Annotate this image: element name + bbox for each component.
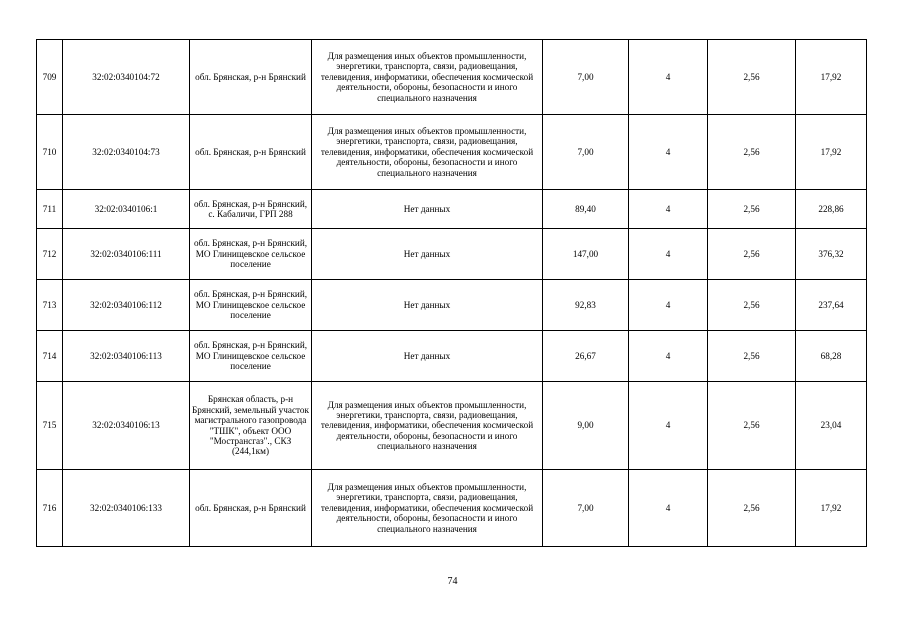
value-col6-cell: 4	[629, 190, 708, 229]
value-col6-cell: 4	[629, 331, 708, 382]
area-cell: 92,83	[543, 280, 629, 331]
value-col7-cell: 2,56	[708, 40, 796, 115]
table-row	[37, 470, 867, 547]
row-number-cell: 715	[37, 382, 63, 470]
row-number-cell: 713	[37, 280, 63, 331]
value-col6-cell: 4	[629, 115, 708, 190]
value-col6-cell: 4	[629, 280, 708, 331]
permitted-use-cell: Нет данных	[312, 331, 543, 382]
permitted-use-cell: Нет данных	[312, 190, 543, 229]
table-row	[37, 331, 867, 382]
address-cell: обл. Брянская, р-н Брянский, МО Глинищевское сельское поселение	[190, 280, 312, 331]
value-col7-cell: 2,56	[708, 190, 796, 229]
table-row	[37, 382, 867, 470]
cadastral-number-cell: 32:02:0340106:113	[63, 331, 190, 382]
value-col7-cell: 2,56	[708, 115, 796, 190]
value-col6-cell: 4	[629, 40, 708, 115]
land-plots-table	[36, 39, 867, 547]
table-row	[37, 190, 867, 229]
row-number-cell: 716	[37, 470, 63, 547]
table-row	[37, 40, 867, 115]
total-cell: 228,86	[796, 190, 867, 229]
area-cell: 89,40	[543, 190, 629, 229]
cadastral-number-cell: 32:02:0340106:13	[63, 382, 190, 470]
value-col7-cell: 2,56	[708, 331, 796, 382]
value-col7-cell: 2,56	[708, 382, 796, 470]
address-cell: обл. Брянская, р-н Брянский, МО Глинищевское сельское поселение	[190, 331, 312, 382]
row-number-cell: 709	[37, 40, 63, 115]
cadastral-number-cell: 32:02:0340104:72	[63, 40, 190, 115]
value-col6-cell: 4	[629, 382, 708, 470]
value-col7-cell: 2,56	[708, 280, 796, 331]
area-cell: 147,00	[543, 229, 629, 280]
cadastral-number-cell: 32:02:0340104:73	[63, 115, 190, 190]
area-cell: 26,67	[543, 331, 629, 382]
cadastral-number-cell: 32:02:0340106:133	[63, 470, 190, 547]
total-cell: 17,92	[796, 40, 867, 115]
cadastral-number-cell: 32:02:0340106:112	[63, 280, 190, 331]
permitted-use-cell: Для размещения иных объектов промышленности, энергетики, транспорта, связи, радиовещания, телевидения, информатики, обеспечения космической деятельности, обороны, безопасности и иного специального назначения	[312, 115, 543, 190]
area-cell: 7,00	[543, 40, 629, 115]
permitted-use-cell: Нет данных	[312, 280, 543, 331]
table-body	[37, 40, 867, 547]
area-cell: 7,00	[543, 470, 629, 547]
total-cell: 17,92	[796, 115, 867, 190]
area-cell: 7,00	[543, 115, 629, 190]
row-number-cell: 712	[37, 229, 63, 280]
value-col7-cell: 2,56	[708, 470, 796, 547]
total-cell: 23,04	[796, 382, 867, 470]
address-cell: обл. Брянская, р-н Брянский	[190, 470, 312, 547]
permitted-use-cell: Для размещения иных объектов промышленности, энергетики, транспорта, связи, радиовещания, телевидения, информатики, обеспечения космической деятельности, обороны, безопасности и иного специального назначения	[312, 470, 543, 547]
permitted-use-cell: Нет данных	[312, 229, 543, 280]
address-cell: обл. Брянская, р-н Брянский, МО Глинищевское сельское поселение	[190, 229, 312, 280]
permitted-use-cell: Для размещения иных объектов промышленности, энергетики, транспорта, связи, радиовещания, телевидения, информатики, обеспечения космической деятельности, обороны, безопасности и иного специального назначения	[312, 382, 543, 470]
cadastral-number-cell: 32:02:0340106:1	[63, 190, 190, 229]
row-number-cell: 711	[37, 190, 63, 229]
row-number-cell: 710	[37, 115, 63, 190]
value-col6-cell: 4	[629, 229, 708, 280]
address-cell: Брянская область, р-н Брянский, земельный участок магистрального газопровода "ТШК", объект ООО "Мострансгаз"., СКЗ (244,1км)	[190, 382, 312, 470]
address-cell: обл. Брянская, р-н Брянский, с. Кабаличи, ГРП 288	[190, 190, 312, 229]
area-cell: 9,00	[543, 382, 629, 470]
total-cell: 376,32	[796, 229, 867, 280]
value-col7-cell: 2,56	[708, 229, 796, 280]
address-cell: обл. Брянская, р-н Брянский	[190, 40, 312, 115]
table-row	[37, 115, 867, 190]
table-row	[37, 229, 867, 280]
total-cell: 68,28	[796, 331, 867, 382]
page-number: 74	[447, 576, 458, 587]
total-cell: 17,92	[796, 470, 867, 547]
table-row	[37, 280, 867, 331]
address-cell: обл. Брянская, р-н Брянский	[190, 115, 312, 190]
value-col6-cell: 4	[629, 470, 708, 547]
permitted-use-cell: Для размещения иных объектов промышленности, энергетики, транспорта, связи, радиовещания, телевидения, информатики, обеспечения космической деятельности, обороны, безопасности и иного специального назначения	[312, 40, 543, 115]
row-number-cell: 714	[37, 331, 63, 382]
total-cell: 237,64	[796, 280, 867, 331]
cadastral-number-cell: 32:02:0340106:111	[63, 229, 190, 280]
